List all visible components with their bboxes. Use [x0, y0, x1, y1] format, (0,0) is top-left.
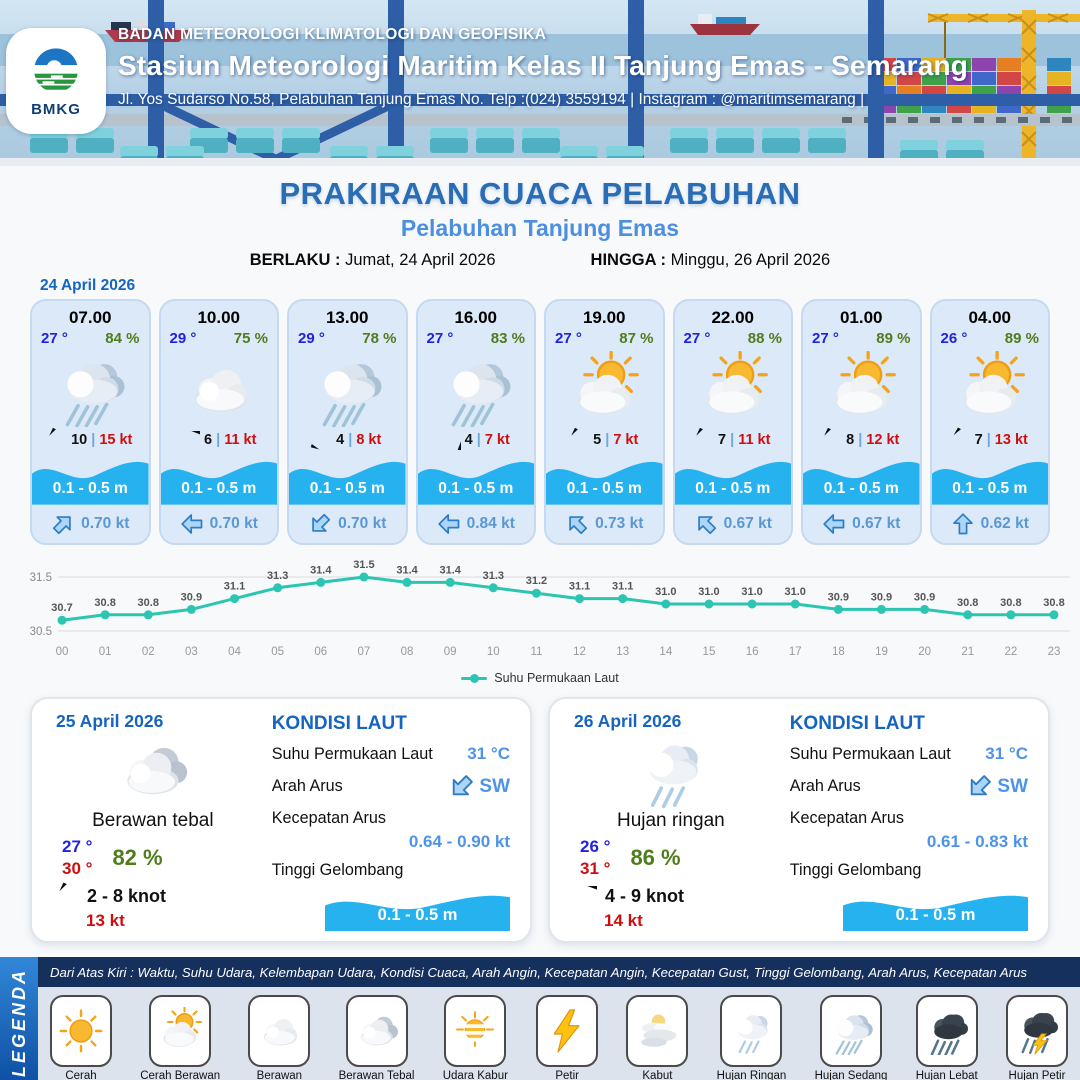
wave-height-band	[289, 450, 406, 505]
wind-speed: 4	[464, 432, 473, 449]
cerah-icon	[57, 1007, 105, 1055]
petir-icon	[543, 1007, 591, 1055]
card-time: 07.00	[68, 308, 112, 327]
card-time: 19.00	[582, 308, 626, 327]
forecast-date-label: 24 April 2026	[40, 277, 136, 294]
wave-height-value: 0.1 - 0.5 m	[377, 906, 458, 924]
svg-text:31.3: 31.3	[266, 569, 289, 582]
svg-text:12: 12	[573, 646, 586, 658]
wave-height-label: Tinggi Gelombang	[271, 861, 404, 879]
svg-text:31.0: 31.0	[698, 586, 720, 598]
wind-speed: 10	[71, 432, 88, 449]
svg-text:30.7: 30.7	[51, 602, 73, 615]
card-temperature: 27 °	[426, 330, 454, 347]
gust-speed: 12 kt	[866, 432, 900, 449]
legend-item: Petir	[536, 995, 598, 1080]
legend-item: Berawan Tebal	[339, 995, 415, 1080]
svg-text:30.8: 30.8	[1043, 596, 1065, 609]
gust-speed: 13 kt	[994, 432, 1028, 449]
current-speed-value: 0.61 - 0.83 kt	[926, 832, 1028, 851]
legend-item: Cerah	[50, 995, 112, 1080]
svg-text:30.9: 30.9	[827, 591, 850, 604]
sst-line-chart	[0, 553, 1080, 669]
legend-item: Cerah Berawan	[140, 995, 220, 1080]
svg-text:22: 22	[1004, 646, 1018, 658]
card-humidity: 89 %	[1004, 330, 1039, 347]
hujan-petir-icon	[1013, 1007, 1061, 1055]
bmkg-logo-icon	[29, 45, 83, 99]
card-temperature: 26 °	[940, 330, 968, 347]
card-humidity: 87 %	[619, 330, 654, 347]
card-humidity: 78 %	[362, 330, 397, 347]
svg-text:30.9: 30.9	[180, 591, 203, 604]
svg-text:30.8: 30.8	[957, 596, 979, 609]
card-temperature: 29 °	[298, 330, 325, 347]
card-humidity: 84 %	[105, 330, 140, 347]
svg-text:20: 20	[918, 646, 932, 658]
station-address: Jl. Yos Sudarso No.58, Pelabuhan Tanjung Emas No. Telp :(024) 3559194 | Instagram : @maritimsemarang |	[118, 91, 865, 108]
current-speed: 0.67 kt	[723, 514, 772, 532]
agency-name: BADAN METEOROLOGI KLIMATOLOGI DAN GEOFISIKA	[118, 26, 547, 43]
legend-section	[0, 957, 1080, 1080]
wind-direction-icon	[576, 886, 597, 907]
title-section	[0, 166, 1080, 270]
current-direction-icon	[822, 512, 846, 536]
current-speed-label: Kecepatan Arus	[271, 809, 386, 827]
validity-row	[0, 251, 1080, 270]
current-direction-icon	[180, 512, 204, 536]
svg-text:30.8: 30.8	[137, 596, 159, 609]
sst-chart-section	[0, 553, 1080, 687]
valid-from-label: BERLAKU :	[249, 251, 341, 269]
card-time: 10.00	[197, 308, 241, 327]
svg-text:05: 05	[271, 646, 285, 658]
svg-text:10: 10	[486, 646, 500, 658]
chart-legend	[0, 669, 1080, 687]
svg-text:21: 21	[961, 646, 975, 658]
svg-text:18: 18	[831, 646, 845, 658]
wave-height-band	[161, 450, 278, 505]
svg-text:17: 17	[788, 646, 802, 658]
card-time: 16.00	[454, 308, 498, 327]
hujan-ringan-icon	[727, 1007, 775, 1055]
svg-text:00: 00	[55, 646, 69, 658]
card-humidity: 75 %	[233, 330, 268, 347]
current-speed-label: Kecepatan Arus	[789, 809, 904, 827]
hujan-sedang-icon	[47, 351, 133, 427]
day-date: 26 April 2026	[574, 711, 682, 731]
wind-speed: 6	[204, 432, 213, 449]
current-speed: 0.67 kt	[852, 514, 901, 532]
wave-height: 0.1 - 0.5 m	[52, 479, 128, 497]
daily-forecast-row	[30, 697, 1050, 943]
cerah-berawan-icon	[156, 1007, 204, 1055]
legend-description: Dari Atas Kiri : Waktu, Suhu Udara, Kelembapan Udara, Kondisi Cuaca, Arah Angin, Kecepatan Angin, Kecepatan Gust, Tinggi Gelombang, Arah Arus, Kecepatan Arus	[38, 957, 1080, 987]
current-direction-label: Arah Arus	[789, 777, 861, 795]
day-temp-min: 27 °	[62, 837, 93, 856]
svg-text:07: 07	[357, 646, 371, 658]
current-direction-icon	[689, 507, 723, 541]
legend-item: Hujan Ringan	[717, 995, 787, 1080]
forecast-card-1600: 16.00 27 ° 83 % 4 | 7 kt 0.1 - 0.5 m 0.84 kt	[416, 299, 537, 545]
card-time: 04.00	[968, 308, 1012, 327]
udara-kabur-icon	[451, 1007, 499, 1055]
svg-text:30.8: 30.8	[94, 596, 116, 609]
day-gust: 14 kt	[604, 911, 643, 931]
current-direction-icon	[560, 507, 594, 541]
wave-height: 0.1 - 0.5 m	[695, 479, 771, 497]
day-condition: Berawan tebal	[92, 810, 214, 831]
bmkg-logo	[6, 28, 106, 134]
day-temp-min: 26 °	[580, 837, 611, 856]
day-card-25-april	[30, 697, 532, 943]
card-temperature: 27 °	[683, 330, 711, 347]
current-direction-icon	[437, 512, 461, 536]
card-temperature: 27 °	[41, 330, 68, 347]
day-humidity: 86 %	[630, 845, 681, 871]
wind-direction-icon	[55, 883, 83, 911]
day-condition: Hujan ringan	[616, 810, 725, 831]
gust-speed: 15 kt	[99, 432, 133, 449]
current-speed: 0.70 kt	[338, 514, 387, 532]
hujan-sedang-icon	[433, 351, 519, 427]
card-temperature: 27 °	[555, 330, 582, 347]
wave-height-box	[843, 886, 1028, 931]
card-humidity: 83 %	[490, 330, 525, 347]
page-title: PRAKIRAAN CUACA PELABUHAN	[279, 176, 801, 211]
day-temp-max: 31 °	[580, 859, 611, 879]
svg-text:08: 08	[400, 646, 414, 658]
current-direction-value: SW	[479, 775, 510, 797]
day-card-26-april	[548, 697, 1050, 943]
svg-text:03: 03	[184, 646, 198, 658]
svg-text:14: 14	[659, 646, 673, 658]
day-temp-max: 30 °	[62, 859, 93, 879]
svg-text:31.0: 31.0	[741, 586, 763, 598]
legend-item: Berawan	[248, 995, 310, 1080]
wave-height-band	[932, 450, 1049, 505]
legend-item: Hujan Sedang	[815, 995, 888, 1080]
sst-value: 31 °C	[985, 744, 1028, 763]
forecast-card-0100: 01.00 27 ° 89 % 8 | 12 kt 0.1 - 0.5 m 0.67 kt	[801, 299, 922, 545]
current-speed-value: 0.64 - 0.90 kt	[408, 832, 510, 851]
day-humidity: 82 %	[112, 845, 163, 871]
current-direction-icon	[46, 507, 80, 541]
berawan-tebal-icon	[105, 732, 201, 810]
current-direction-icon	[951, 512, 975, 536]
wave-height-band	[675, 450, 792, 505]
card-time: 01.00	[839, 308, 883, 327]
gust-speed: 7 kt	[613, 432, 639, 449]
wave-height-value: 0.1 - 0.5 m	[895, 906, 976, 924]
wind-speed: 7	[974, 432, 983, 449]
current-direction-label: Arah Arus	[271, 777, 343, 795]
legend-item: Udara Kabur	[443, 995, 508, 1080]
current-speed: 0.70 kt	[209, 514, 258, 532]
svg-text:31.0: 31.0	[784, 586, 806, 598]
forecast-card-1300: 13.00 29 ° 78 % 4 | 8 kt 0.1 - 0.5 m 0.70 kt	[287, 299, 408, 545]
forecast-card-1900: 19.00 27 ° 87 % 5 | 7 kt 0.1 - 0.5 m 0.73 kt	[544, 299, 665, 545]
cerah-berawan-icon	[818, 351, 904, 427]
svg-text:31.5: 31.5	[353, 559, 375, 571]
current-direction-icon	[961, 767, 999, 805]
card-humidity: 89 %	[876, 330, 911, 347]
current-direction-icon	[443, 767, 481, 805]
card-temperature: 27 °	[812, 330, 839, 347]
berawan-icon	[176, 351, 262, 427]
day-date: 25 April 2026	[56, 711, 164, 731]
wave-height: 0.1 - 0.5 m	[566, 479, 642, 497]
svg-text:11: 11	[530, 646, 543, 658]
valid-from-value: Jumat, 24 April 2026	[345, 251, 496, 269]
wave-height: 0.1 - 0.5 m	[823, 479, 899, 497]
wind-speed: 4	[336, 432, 345, 449]
wave-height: 0.1 - 0.5 m	[181, 479, 257, 497]
svg-text:31.1: 31.1	[611, 580, 634, 593]
forecast-card-0400: 04.00 26 ° 89 % 7 | 13 kt 0.1 - 0.5 m 0.62 kt	[930, 299, 1051, 545]
card-time: 22.00	[711, 308, 755, 327]
berawan-icon	[255, 1007, 303, 1055]
svg-text:16: 16	[745, 646, 759, 658]
svg-text:13: 13	[616, 646, 630, 658]
valid-to-value: Minggu, 26 April 2026	[670, 251, 831, 269]
berawan-tebal-icon	[353, 1007, 401, 1055]
forecast-card-2200: 22.00 27 ° 88 % 7 | 11 kt 0.1 - 0.5 m 0.67 kt	[673, 299, 794, 545]
kabut-icon	[633, 1007, 681, 1055]
current-direction-icon	[303, 507, 337, 541]
day-wind-range: 4 - 9 knot	[605, 886, 685, 907]
hujan-ringan-icon	[623, 732, 719, 810]
card-time: 13.00	[325, 308, 369, 327]
svg-text:04: 04	[228, 646, 241, 658]
current-speed: 0.62 kt	[980, 514, 1029, 532]
svg-text:31.4: 31.4	[310, 564, 332, 577]
wave-height-label: Tinggi Gelombang	[789, 861, 922, 879]
sea-conditions-title: KONDISI LAUT	[789, 713, 925, 734]
gust-speed: 11 kt	[224, 432, 257, 449]
wind-speed: 5	[593, 432, 602, 449]
sst-value: 31 °C	[467, 744, 510, 763]
bmkg-logo-text: BMKG	[31, 100, 81, 118]
svg-text:02: 02	[141, 646, 155, 658]
page-subtitle: Pelabuhan Tanjung Emas	[400, 215, 680, 241]
svg-text:30.9: 30.9	[913, 591, 936, 604]
hujan-sedang-icon	[304, 351, 390, 427]
hourly-forecast-row	[30, 299, 1050, 545]
legend-title-bar	[0, 957, 38, 1080]
svg-text:31.1: 31.1	[223, 580, 246, 593]
svg-text:30.5: 30.5	[29, 626, 52, 638]
svg-text:31.1: 31.1	[568, 580, 591, 593]
sst-label: Suhu Permukaan Laut	[271, 744, 433, 763]
gust-speed: 11 kt	[738, 432, 771, 449]
legend-item: Hujan Petir	[1006, 995, 1068, 1080]
svg-text:01: 01	[98, 646, 112, 658]
sst-label: Suhu Permukaan Laut	[789, 744, 951, 763]
wind-speed: 7	[718, 432, 727, 449]
wave-height-band	[546, 450, 663, 505]
wind-direction-icon	[181, 431, 200, 450]
current-speed: 0.84 kt	[466, 514, 515, 532]
svg-text:30.8: 30.8	[1000, 596, 1022, 609]
gust-speed: 8 kt	[356, 432, 382, 449]
cerah-berawan-icon	[690, 351, 776, 427]
svg-text:15: 15	[702, 646, 716, 658]
svg-text:31.4: 31.4	[396, 564, 418, 577]
wave-height: 0.1 - 0.5 m	[438, 479, 514, 497]
wind-direction-icon	[311, 429, 334, 452]
wave-height-band	[803, 450, 920, 505]
wind-speed: 8	[846, 432, 855, 449]
gust-speed: 7 kt	[484, 432, 510, 449]
forecast-card-0700: 07.00 27 ° 84 % 10 | 15 kt 0.1 - 0.5 m 0.70 kt	[30, 299, 151, 545]
svg-text:30.9: 30.9	[870, 591, 893, 604]
wave-height-band	[32, 450, 149, 505]
hujan-sedang-icon	[827, 1007, 875, 1055]
svg-text:31.4: 31.4	[439, 564, 461, 577]
station-name: Stasiun Meteorologi Maritim Kelas II Tanjung Emas - Semarang	[118, 50, 969, 81]
wave-height: 0.1 - 0.5 m	[309, 479, 385, 497]
hujan-lebat-icon	[923, 1007, 971, 1055]
header-banner	[0, 0, 1080, 166]
legend-item: Hujan Lebat	[916, 995, 978, 1080]
card-temperature: 29 °	[169, 330, 197, 347]
svg-text:23: 23	[1047, 646, 1061, 658]
svg-text:31.5: 31.5	[29, 572, 52, 584]
cerah-berawan-icon	[947, 351, 1033, 427]
legend-items	[38, 987, 1080, 1080]
day-wind-range: 2 - 8 knot	[87, 886, 167, 907]
current-speed: 0.73 kt	[595, 514, 644, 532]
svg-text:31.0: 31.0	[655, 586, 677, 598]
svg-text:31.2: 31.2	[525, 575, 548, 588]
day-gust: 13 kt	[86, 911, 125, 931]
cerah-berawan-icon	[561, 351, 647, 427]
card-humidity: 88 %	[747, 330, 782, 347]
forecast-card-1000: 10.00 29 ° 75 % 6 | 11 kt 0.1 - 0.5 m 0.70 kt	[159, 299, 280, 545]
legend-item: Kabut	[626, 995, 688, 1080]
legend-label: Suhu Permukaan Laut	[494, 671, 619, 685]
svg-text:06: 06	[314, 646, 328, 658]
wave-height-band	[418, 450, 535, 505]
wave-height: 0.1 - 0.5 m	[952, 479, 1028, 497]
valid-to-label: HINGGA :	[590, 251, 667, 269]
legend-marker-icon	[461, 677, 487, 680]
wave-height-box	[325, 886, 510, 931]
current-direction-value: SW	[997, 775, 1028, 797]
legend-title: LEGENDA	[8, 968, 29, 1078]
current-speed: 0.70 kt	[81, 514, 130, 532]
svg-text:31.3: 31.3	[482, 569, 505, 582]
svg-text:19: 19	[875, 646, 888, 658]
sea-conditions-title: KONDISI LAUT	[271, 713, 407, 734]
wind-direction-icon	[442, 431, 461, 450]
svg-text:09: 09	[443, 646, 457, 658]
